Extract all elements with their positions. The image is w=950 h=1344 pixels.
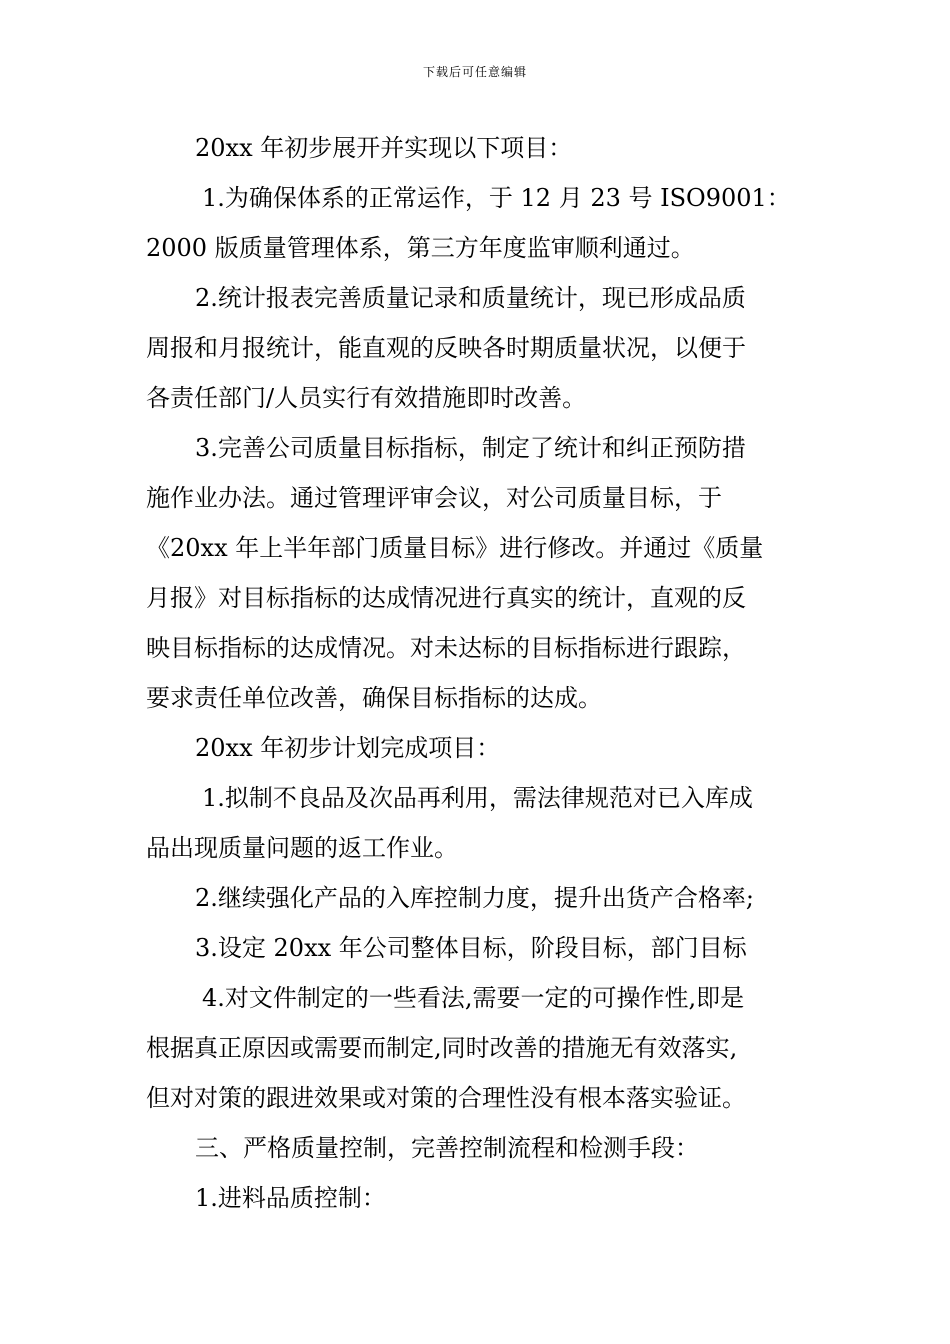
text-line: 1.为确保体系的正常运作，于 12 月 23 号 ISO9001： [202,184,791,212]
text-line: 周报和月报统计，能直观的反映各时期质量状况，以便于 [146,334,746,362]
text-line: 2.继续强化产品的入库控制力度，提升出货产合格率; [195,884,754,912]
text-line: 20xx 年初步展开并实现以下项目： [195,134,573,162]
text-line: 根据真正原因或需要而制定,同时改善的措施无有效落实, [146,1034,738,1062]
text-line: 3.设定 20xx 年公司整体目标，阶段目标，部门目标 [195,934,747,962]
section-heading: 三、严格质量控制，完善控制流程和检测手段： [195,1134,699,1162]
text-line: 2.统计报表完善质量记录和质量统计，现已形成品质 [195,284,746,312]
text-line: 品出现质量问题的返工作业。 [146,834,458,862]
text-line: 4.对文件制定的一些看法,需要一定的可操作性,即是 [202,984,745,1012]
text-line: 《20xx 年上半年部门质量目标》进行修改。并通过《质量 [146,534,764,562]
text-line: 1.拟制不良品及次品再利用，需法律规范对已入库成 [202,784,753,812]
text-line: 要求责任单位改善，确保目标指标的达成。 [146,684,602,712]
text-line: 2000 版质量管理体系，第三方年度监审顺利通过。 [146,234,695,262]
text-line: 各责任部门/人员实行有效措施即时改善。 [146,384,587,412]
text-line: 3.完善公司质量目标指标，制定了统计和纠正预防措 [195,434,746,462]
text-line: 1.进料品质控制： [195,1184,386,1212]
text-line: 施作业办法。通过管理评审会议，对公司质量目标，于 [146,484,722,512]
text-line: 月报》对目标指标的达成情况进行真实的统计，直观的反 [146,584,746,612]
text-line: 20xx 年初步计划完成项目： [195,734,501,762]
document-body [146,123,808,1223]
page-header: 下载后可任意编辑 [422,65,527,79]
text-line: 映目标指标的达成情况。对未达标的目标指标进行跟踪， [146,634,746,662]
text-line: 但对对策的跟进效果或对策的合理性没有根本落实验证。 [146,1084,746,1112]
